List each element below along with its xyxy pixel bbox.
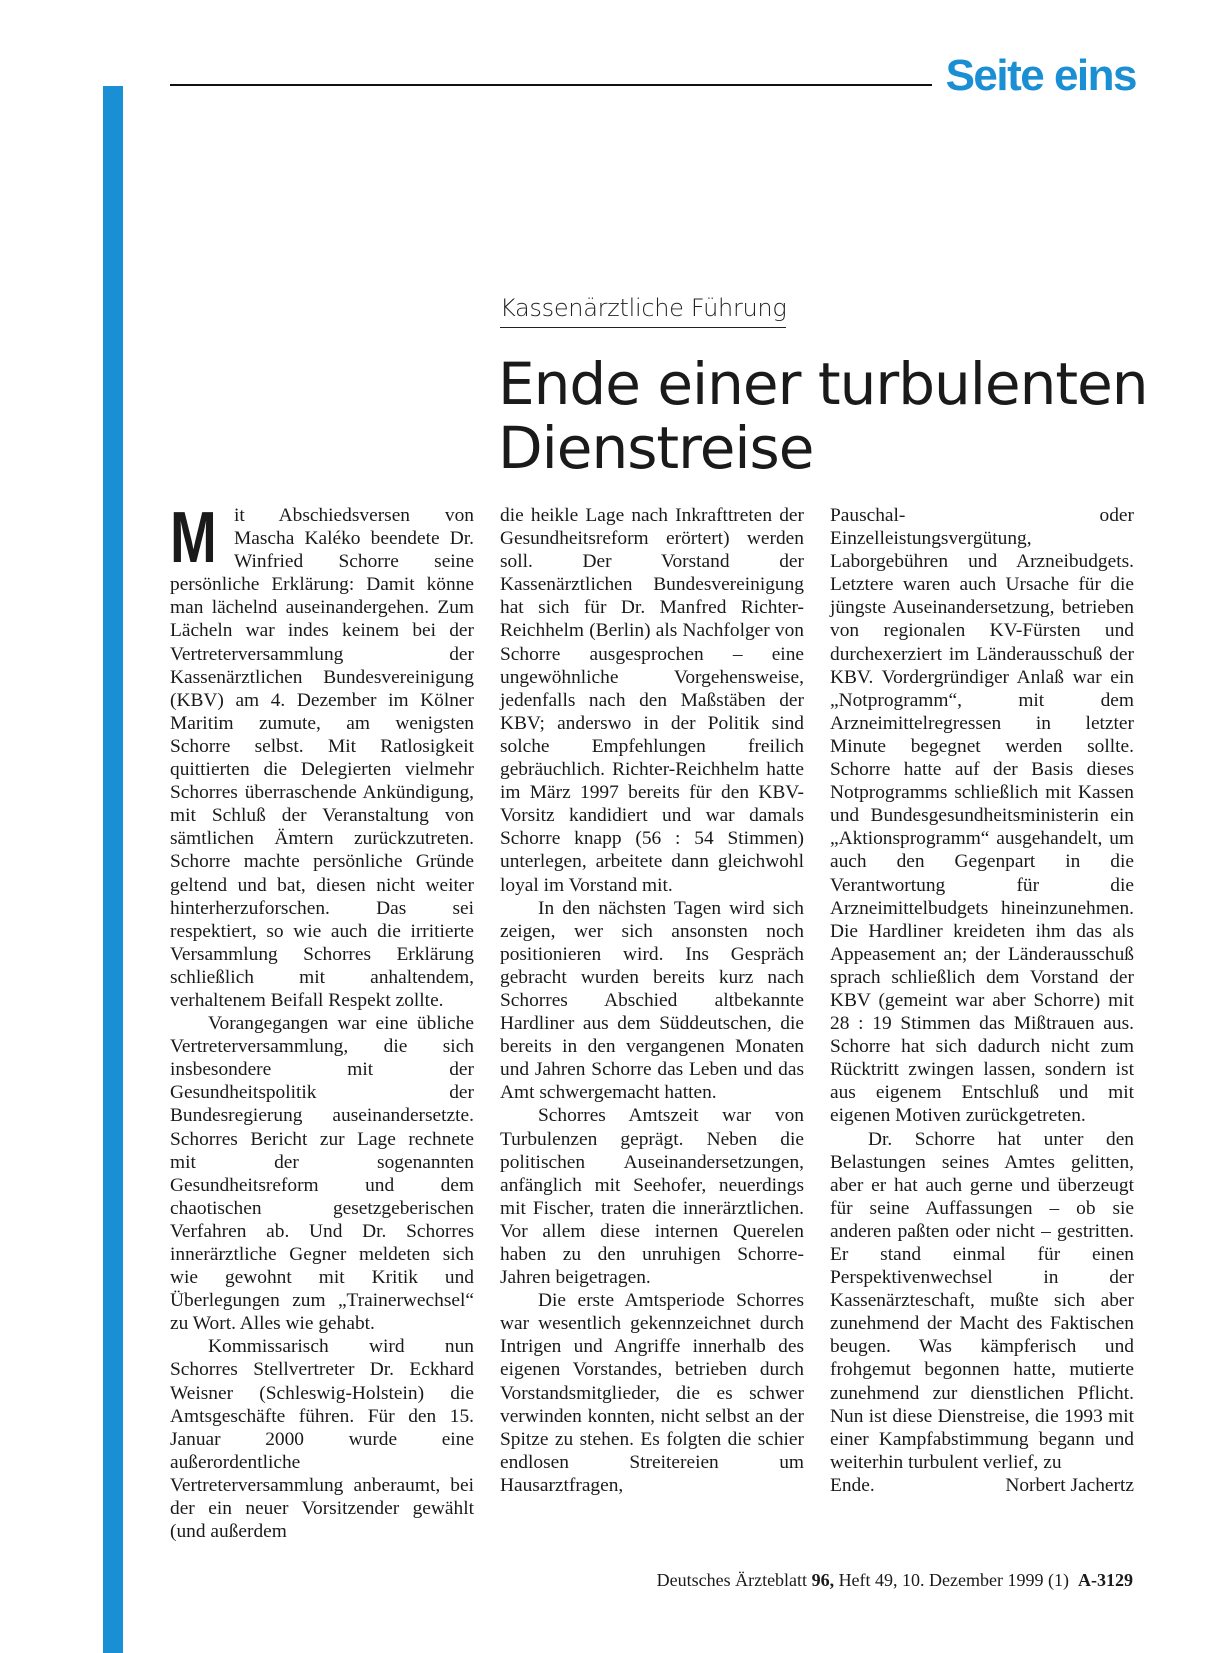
article-kicker: Kassenärztliche Führung (500, 294, 786, 328)
issue-date: Heft 49, 10. Dezember 1999 (1) (838, 1570, 1069, 1590)
signoff-line (830, 1474, 1134, 1497)
text-column-1 (170, 498, 474, 1543)
section-label: Seite eins (945, 51, 1136, 100)
paragraph-3-start: Kommissarisch wird nun Schorres Stellvertreter Dr. Eckhard Weisner (Schleswig-Holstein) die Amtsgeschäfte führen. Für den 15. Januar 2000 wurde eine außerordentliche Vertreterversammlung anberaumt, bei der ein neuer Vorsitzender gewählt (und außerdem (170, 1336, 474, 1543)
headline-line-2: Dienstreise (498, 414, 814, 482)
paragraph-4: In den nächsten Tagen wird sich zeigen, wer sich ansonsten noch positionieren wird. Ins Gespräch gebracht wurden bereits kurz nach Schorres Abschied altbekannte Hardliner aus dem Süddeutschen, die bereits in den vergangenen Monaten und Jahren Schorre das Leben und das Amt schwergemacht hatten. (500, 897, 804, 1104)
paragraph-1 (170, 498, 474, 1012)
author-byline: Norbert Jachertz (1005, 1474, 1134, 1496)
paragraph-7: Dr. Schorre hat unter den Belastungen seines Amtes gelitten, aber er hat auch gerne und überzeugt für seine Auffassungen – ob sie anderen paßten oder nicht – gestritten. Er stand einmal für einen Perspektivenwechsel in der Kassenärzteschaft, mußte sich aber zunehmend der Macht des Faktischen beugen. Was kämpferisch und frohgemut begonnen hatte, mutierte zunehmend zur dienstlichen Pflicht. Nun ist diese Dienstreise, die 1993 mit einer Kampfabstimmung begann und weiterhin turbulent verlief, zu (830, 1128, 1134, 1473)
journal-name: Deutsches Ärzteblatt (656, 1570, 808, 1590)
volume-number: 96, (811, 1570, 835, 1590)
paragraph-6-continued: Pauschal- oder Einzelleistungsvergütung, Laborgebühren und Arzneibudgets. Letztere waren auch Ursache für die jüngste Auseinandersetzung, betrieben von regionalen KV-Fürsten und durchexerziert im Länderausschuß der KBV. Vordergründiger Anlaß war ein „Notprogramm“, mit dem Arzneimittelregressen in letzter Minute begegnet werden sollte. Schorre hatte auf der Basis dieses Notprogramms schließlich mit Kassen und Bundesgesundheitsministerin ein „Aktionsprogramm“ ausgehandelt, um auch den Gegenpart in die Verantwortung für die Arzneimittelbudgets hineinzunehmen. Die Hardliner kreideten ihm das als Appeasement an; der Länderausschuß sprach schließlich dem Vorstand der KBV (gemeint war aber Schorre) mit 28 : 19 Stimmen das Mißtrauen aus. Schorre hat sich dadurch nicht zum Rücktritt zwingen lassen, sondern ist aus eigenem Entschluß und mit eigenen Motiven zurückgetreten. (830, 505, 1134, 1127)
page-footer (657, 1570, 1133, 1591)
paragraph-1-text: it Abschiedsversen von Mascha Kaléko beendete Dr. Winfried Schorre seine persönliche Erklärung: Damit könne man lächelnd auseinandergehen. Zum Lächeln war indes keinem bei der Vertreterversammlung der Kassenärztlichen Bundesvereinigung (KBV) am 4. Dezember im Kölner Maritim zumute, am wenigsten Schorre selbst. Mit Ratlosigkeit quittierten die Delegierten vielmehr Schorres überraschende Ankündigung, mit Schluß der Veranstaltung von sämtlichen Ämtern zurückzutreten. Schorre machte persönliche Gründe geltend und bat, diesen nicht weiter hinterherzuforschen. Das sei respektiert, so wie auch die irritierte Versammlung Schorres Erklärung schließlich mit anhaltendem, verhaltenem Beifall Respekt zollte. (170, 505, 474, 1011)
text-column-3 (830, 504, 1134, 1497)
article-headline (498, 352, 1158, 480)
headline-line-1: Ende einer turbulenten (498, 350, 1148, 418)
text-column-2 (500, 504, 804, 1497)
paragraph-3-continued: die heikle Lage nach Inkrafttreten der Gesundheitsreform erörtert) werden soll. Der Vorstand der Kassenärztlichen Bundesvereinigung hat sich für Dr. Manfred Richter-Reichhelm (Berlin) als Nachfolger von Schorre ausgesprochen – eine ungewöhnliche Vorgehensweise, jedenfalls nach den Maßstäben der KBV; anderswo in der Politik sind solche Empfehlungen freilich gebräuchlich. Richter-Reichhelm hatte im März 1997 bereits für den KBV-Vorsitz kandidiert und war damals Schorre knapp (56 : 54 Stimmen) unterlegen, arbeitete dann gleichwohl loyal im Vorstand mit. (500, 505, 804, 896)
header-rule (170, 84, 932, 86)
sidebar-accent-bar (103, 86, 123, 1653)
closing-word: Ende. (830, 1474, 875, 1496)
page-number: A-3129 (1078, 1570, 1133, 1590)
paragraph-6-start: Die erste Amtsperiode Schorres war wesentlich gekennzeichnet durch Intrigen und Angriffe innerhalb des eigenen Vorstandes, betrieben durch Vorstandsmitglieder, die es schwer verwinden konnten, nicht selbst an der Spitze zu stehen. Es folgten die schier endlosen Streitereien um Hausarztfragen, (500, 1290, 804, 1496)
paragraph-2: Vorangegangen war eine übliche Vertreterversammlung, die sich insbesondere mit der Gesundheitspolitik der Bundesregierung auseinandersetzte. Schorres Bericht zur Lage rechnete mit der sogenannten Gesundheitsreform und dem chaotischen gesetzgeberischen Verfahren ab. Und Dr. Schorres innerärztliche Gegner meldeten sich wie gewohnt mit Kritik und Überlegungen zum „Trainerwechsel“ zu Wort. Alles wie gehabt. (170, 1013, 474, 1335)
drop-cap: M (170, 498, 217, 578)
paragraph-5: Schorres Amtszeit war von Turbulenzen geprägt. Neben die politischen Auseinandersetzungen, anfänglich mit Seehofer, neuerdings mit Fischer, traten die innerärztlichen. Vor allem diese internen Querelen haben zu den unruhigen Schorre-Jahren beigetragen. (500, 1105, 804, 1289)
